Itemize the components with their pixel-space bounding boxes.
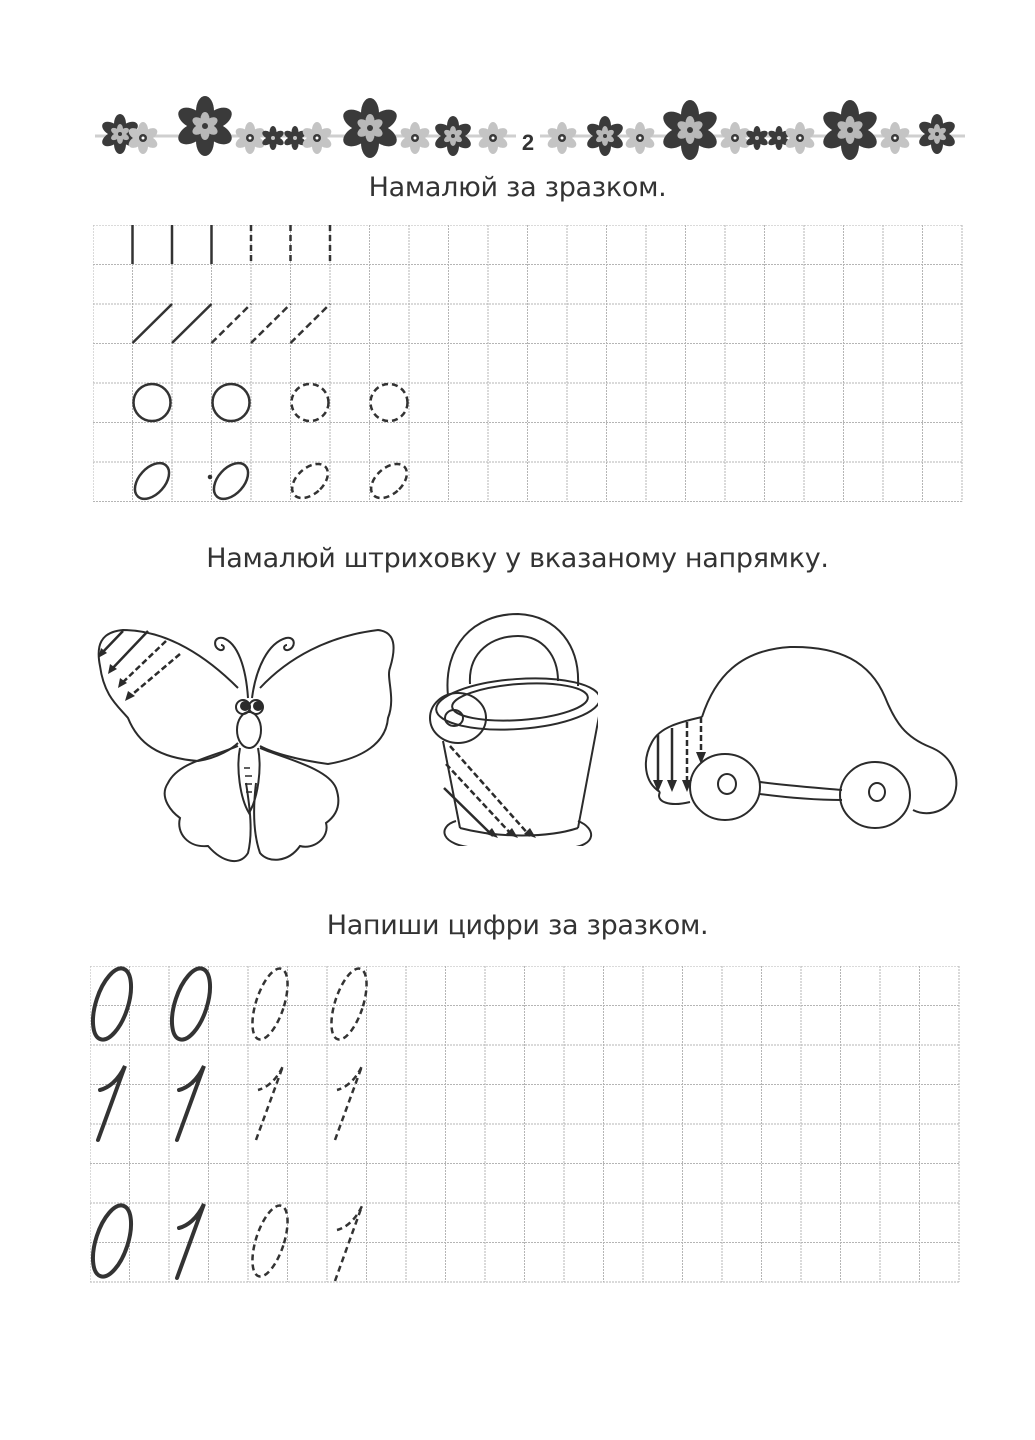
- trace-digit-zero: [245, 966, 373, 1044]
- sample-circles: [134, 384, 250, 421]
- practice-grid-digits[interactable]: [90, 966, 960, 1286]
- trace-diagonal-lines: [212, 304, 331, 343]
- sample-digit-one: [98, 1066, 204, 1140]
- practice-grid-shapes[interactable]: [93, 225, 963, 505]
- trace-digit-one: [256, 1066, 362, 1140]
- butterfly-picture[interactable]: [88, 618, 403, 868]
- car-picture[interactable]: [630, 642, 965, 832]
- trace-digits-zero-one: [245, 1201, 362, 1281]
- trace-circles: [292, 384, 408, 421]
- page-number: 2: [516, 130, 540, 156]
- sample-ovals: [128, 457, 254, 505]
- sample-vertical-lines: [133, 225, 212, 264]
- instruction-hatching: Намалюй штриховку у вказаному напрямку.: [206, 543, 829, 574]
- trace-ovals: [286, 457, 414, 504]
- instruction-write-digits: Напиши цифри за зразком.: [326, 910, 709, 941]
- sample-digits-zero-one: [90, 1201, 204, 1281]
- bucket-picture[interactable]: [418, 606, 598, 846]
- instruction-draw-by-example: Намалюй за зразком.: [368, 172, 667, 203]
